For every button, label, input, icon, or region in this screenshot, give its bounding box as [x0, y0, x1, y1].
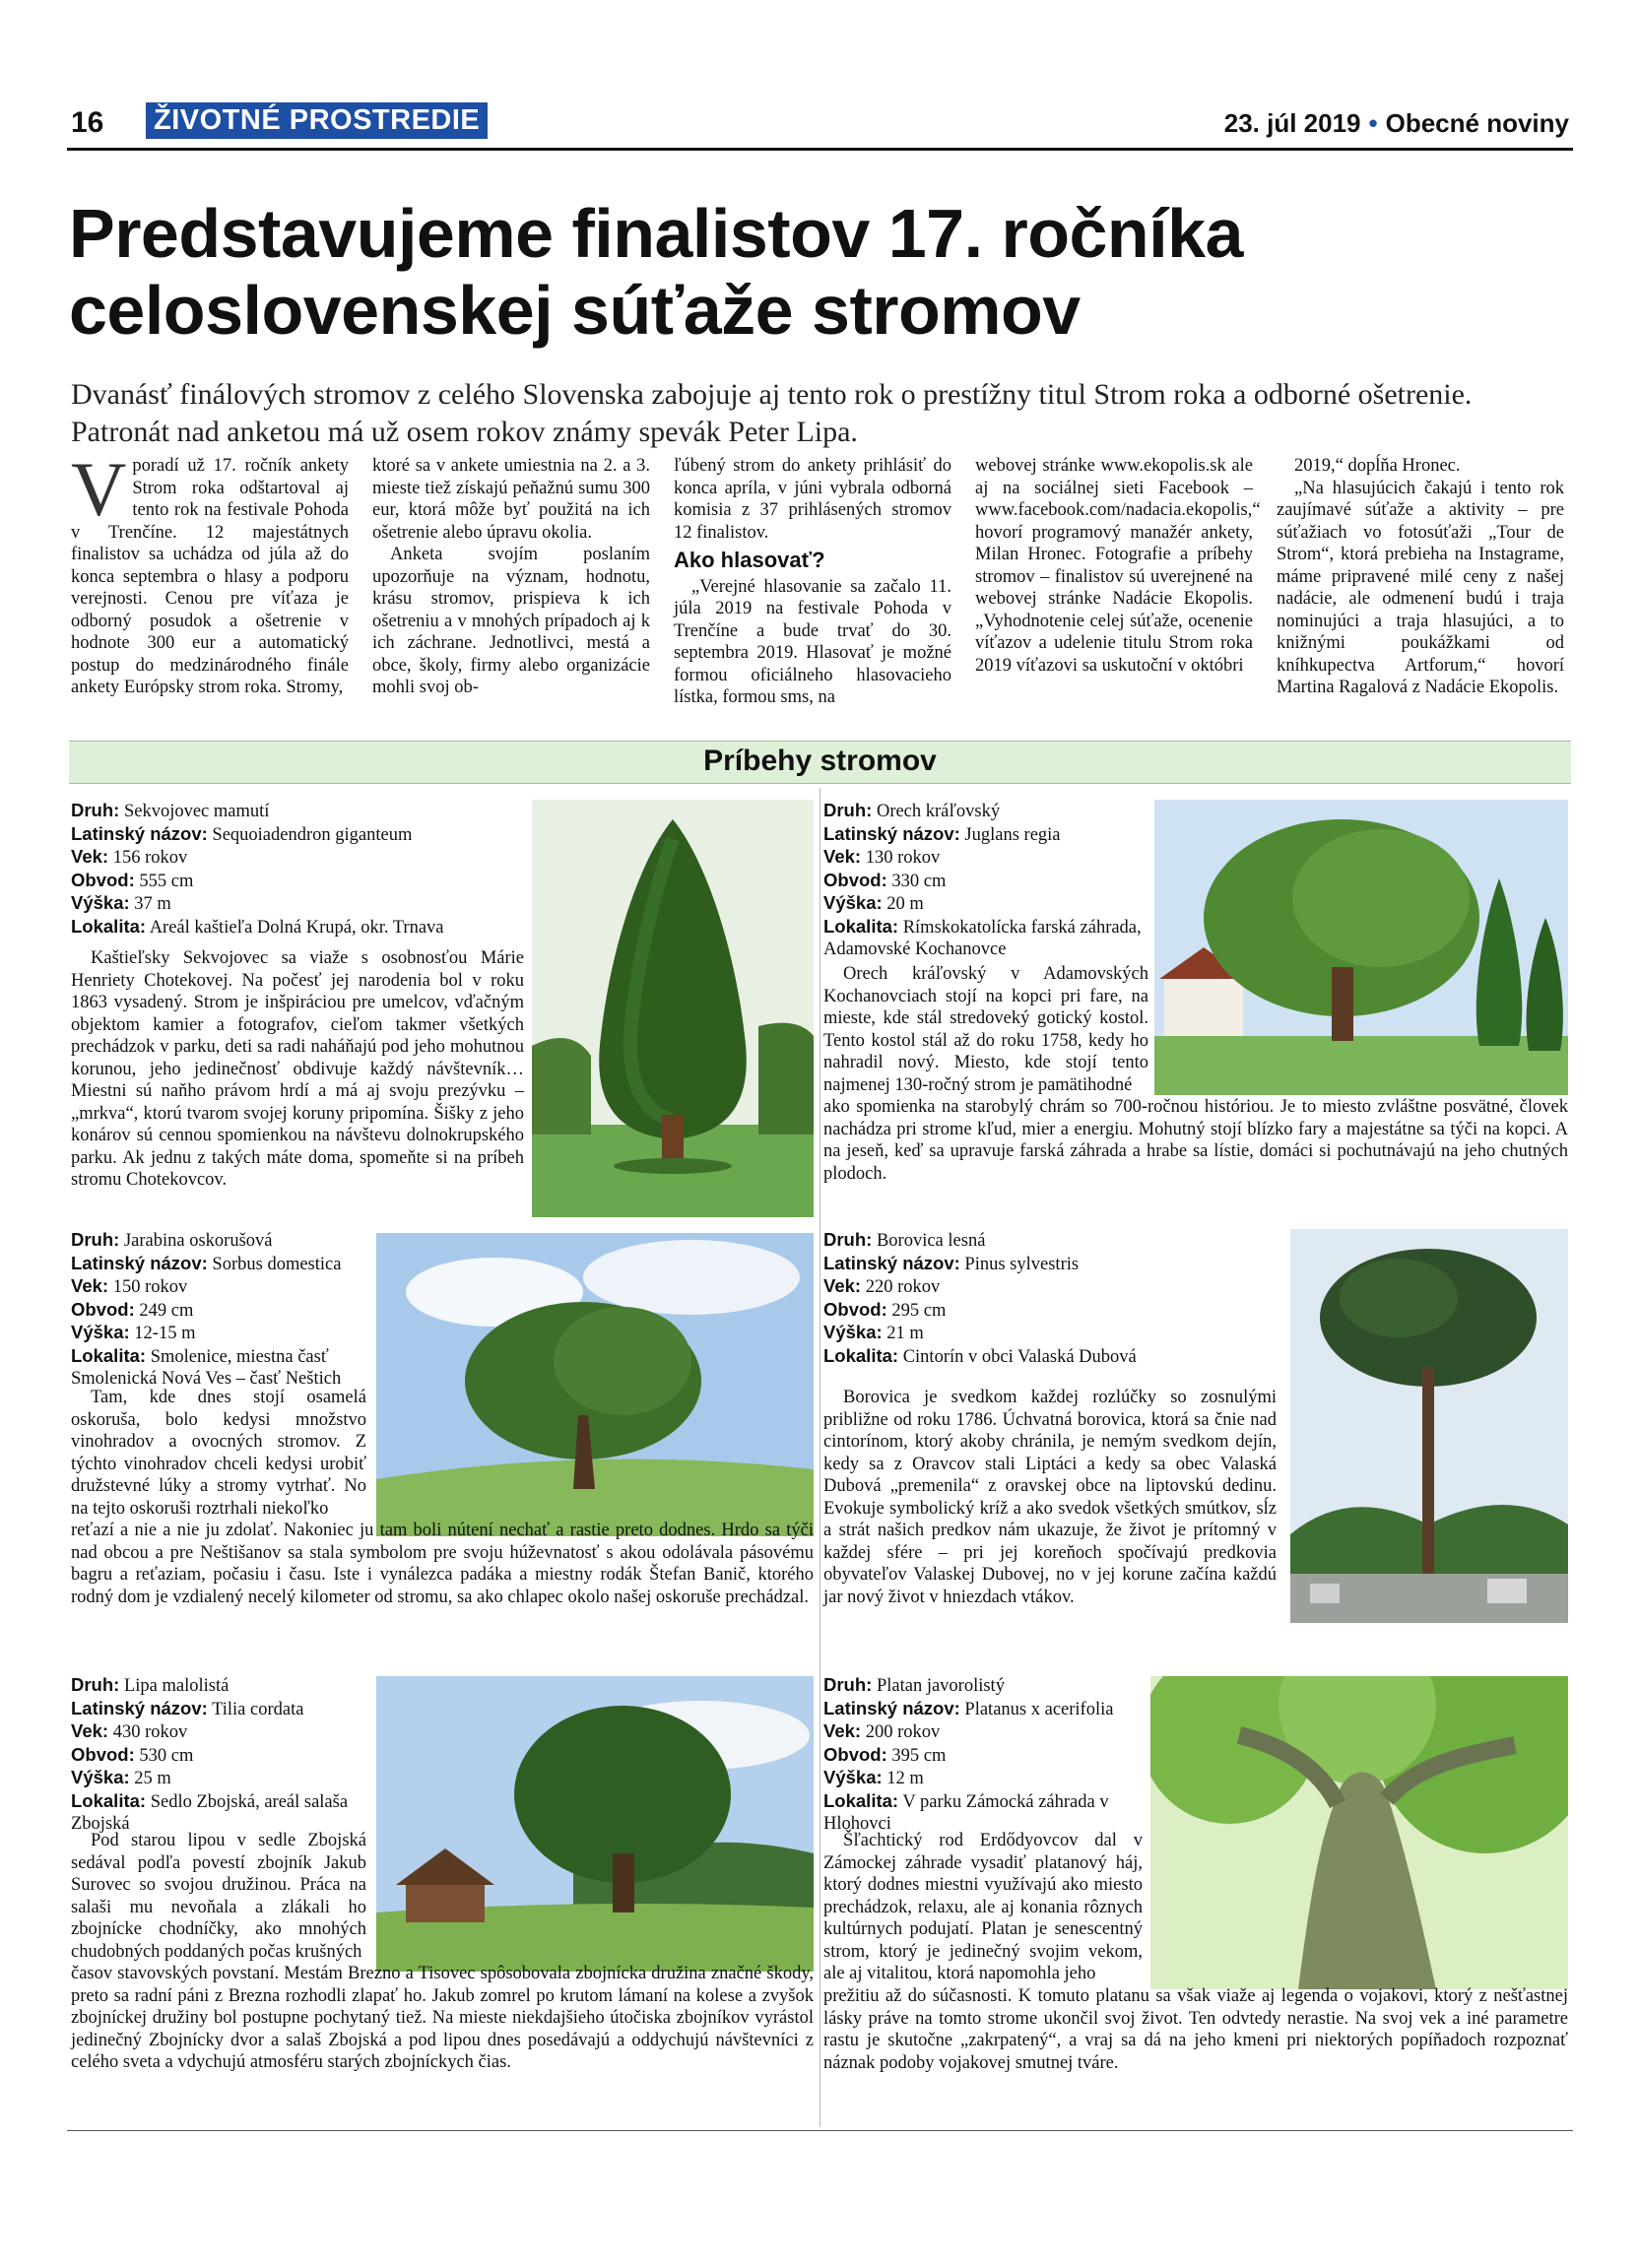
drop-cap: V: [71, 446, 127, 532]
page-number: 16: [71, 106, 104, 139]
stories-title: Príbehy stromov: [703, 745, 937, 777]
headline: Predstavujeme finalistov 17. ročníka celoslovenskej súťaže stromov: [69, 195, 1243, 349]
tree-6-story: Šľachtický rod Erdődyovcov dal v Zámockej záhrade vysadiť platanový háj, ktorý dodnes miestni využívajú ako miesto prechádzok, relaxu, ale aj konania rôznych kultúrnych podujatí. Platan je senescentný strom, ktorý je jedinečný svojim vekom, ale aj vitalitou, ktorá napomohla jeho: [823, 1831, 1143, 1983]
walnut-photo: [1154, 800, 1568, 1095]
article-column-3: ľúbený strom do ankety prihlásiť do konca apríla, v júni vybrala odborná komisia z 37 prihlásených stromov 12 finalistov. Ako hlasovať? „Verejné hlasovanie sa začalo 11. júla 2019 na festivale Pohoda v Trenčíne a bude trvať do 30. septembra 2019. Hlasovať je možné formou oficiálneho hlasovacieho lístka, formou sms, na: [674, 456, 951, 707]
tree-5-story-continued: časov stavovských povstaní. Mestám Brezno a Tisovec spôsobovala zbojnícka družina značné škody, preto sa radní páni z Brezna rozhodli zlapať ho. Jakub zomrel po krutom lámaní na kolese a zvyšok zbojníckej družiny bol postupne pochytaný tiež. Na mieste niekdajšieho útočiska zbojníkov vyrástol jedinečný Zbojnícky dvor a salaš Zbojská a pod lipou dnes posedávajú a oddychujú návštevníci z celého sveta a vdychujú atmosféru starých zbojníckych čias.: [71, 1964, 814, 2072]
tree-3-story: Tam, kde dnes stojí osamelá oskoruša, bolo kedysi množstvo vinohradov a ovocných stromov. Z týchto vinohradov chceli kedysi urobiť družstevné lúky a stromy vytrhať. No na tejto oskoruši roztrhali niekoľko: [71, 1388, 366, 1519]
tree-2-story: Orech kráľovský v Adamovských Kochanovciach stojí na kopci pri fare, na mieste, kde stál stredoveký gotický kostol. Tento kostol stál až do roku 1758, kedy ho nahradil nový. Miesto, kde stojí tento najmenej 130-ročný strom je pamätihodné: [823, 964, 1148, 1095]
subheading-voting: Ako hlasovať?: [674, 548, 825, 572]
section-label: ŽIVOTNÉ PROSTREDIE: [146, 102, 488, 139]
sequoia-photo: [532, 800, 814, 1217]
lead-paragraph: Dvanásť finálových stromov z celého Slovenska zabojuje aj tento rok o prestížny titul Strom roka a odborné ošetrenie. Patronát nad anketou má už osem rokov známy spevák Peter Lipa.: [71, 378, 1473, 448]
plane-tree-photo: [1150, 1676, 1568, 1989]
article-column-2: ktoré sa v ankete umiestnia na 2. a 3. mieste tiež získajú peňažnú sumu 300 eur, ktorá môže byť použitá na ich ošetrenie alebo úpravu okolia. Anketa svojím poslaním upozorňuje na význam, hodnotu, krásu stromov, prispieva k ich ošetreniu a v mnohých prípadoch aj k ich záchrane. Jednotlivci, mestá a obce, školy, firmy alebo organizácie mohli svoj ob-: [372, 456, 650, 697]
tree-1-specs: Druh: Sekvojovec mamutí Latinský názov: Sequoiadendron giganteum Vek: 156 rokov Obvod: 555 cm Výška: 37 m Lokalita: Areál kaštieľa Dolná Krupá, okr. Trnava: [71, 800, 444, 938]
tree-3-story-continued: reťazí a nie a nie ju zdolať. Nakoniec ju tam boli nútení nechať a rastie preto dodnes. Hrdo sa týči nad obcou a pre Neštišanov sa stala symbolom pre svoju húževnatosť s akou odolávala pásovému bagru a reťaziam, počasiu i času. Iste i vynálezca padáka a miestny rodák Štefan Banič, ktorého rodný dom je vzdialený necelý kilometer od stromu, sa ako chlapec okolo našej oskoruše prechádzal.: [71, 1521, 814, 1607]
rowan-photo: [376, 1233, 814, 1536]
header-rule: [67, 148, 1573, 151]
pine-photo: [1290, 1229, 1568, 1623]
tree-1-story: Kaštieľsky Sekvojovec sa viaže s osobnosťou Márie Henriety Chotekovej. Na počesť jej narodenia bol v roku 1863 vysadený. Strom je inšpiráciou pre umelcov, vďačným objektom kamier a fotografov, cieľom takmer všetkých prechádzok v parku, deti sa radi naháňajú pod jeho mohutnou korunou, jeho jedinečnosť obdivuje každý návštevník… Miestni sú naňho právom hrdí a má aj svoju prezývku – „mrkva“, ktorú tvarom svojej koruny pripomína. Šišky z jeho konárov sú cennou spomienkou na návštevu dolnokrupského parku. Ak jednu z takých máte doma, spomeňte si na príbeh stromu Chotekovcov.: [71, 948, 524, 1190]
tree-4-specs: Druh: Borovica lesná Latinský názov: Pinus sylvestris Vek: 220 rokov Obvod: 295 cm Výška: 21 m Lokalita: Cintorín v obci Valaská Dubová: [823, 1229, 1137, 1367]
footer-rule: [67, 2130, 1573, 2131]
article-column-5: 2019,“ dopĺňa Hronec. „Na hlasujúcich čakajú i tento rok zaujímavé súťaže a aktivity – pre súťažiach vo fotosúťaži „Tour de Strom“, ktorá prebieha na Instagrame, máme pripravené milé ceny z našej nadácie, ale odmenení budú i traja nominujúci a traja hlasujúci, a to knižnými poukážkami od kníhkupectva Artforum,“ hovorí Martina Ragalová z Nadácie Ekopolis.: [1277, 456, 1564, 697]
tree-6-specs: Druh: Platan javorolistý Latinský názov: Platanus x acerifolia Vek: 200 rokov Obvod: 395 cm Výška: 12 m Lokalita: V parku Zámocká záhrada v Hlohovci: [823, 1674, 1114, 1834]
tree-4-story: Borovica je svedkom každej rozlúčky so zosnulými približne od roku 1786. Úchvatná borovica, ktorá sa čnie nad cintorínom, ktorý akoby chránila, je nemým svedkom dejín, kedy sa z Oravcov stali Liptáci a kedy sa obec Valaská Dubová „premenila“ z oravskej obce na liptovskú dedinu. Evokuje symbolický kríž a ako svedok všetkých smútkov, sĺz a strát našich predkov nám ukazuje, že život je prítomný v každej sfére – pri jej koreňoch spočívajú predkovia obyvateľov Valaskej Dubovej, no v jej korune začína každú jar nový život v hniezdach vtákov.: [823, 1388, 1277, 1607]
article-column-1: Vporadí už 17. ročník ankety Strom roka odštartoval aj tento rok na festivale Pohoda v Trenčíne. 12 majestátnych finalistov sa uchádza od júla až do konca septembra o hlasy a podporu verejnosti. Cenou pre víťaza je odborný posudok a ošetrenie v hodnote 300 eur a automatický postup do medzinárodného finále ankety Európsky strom roka. Stromy,: [71, 446, 349, 697]
tree-5-story: Pod starou lipou v sedle Zbojská sedával podľa povestí zbojník Jakub Surovec so svojou družinou. Práca na salaši mu nevoňala a zlákali ho zbojnícke chodníčky, ako mnohých chudobných poddaných počas krušných: [71, 1831, 366, 1962]
tree-5-specs: Druh: Lipa malolistá Latinský názov: Tilia cordata Vek: 430 rokov Obvod: 530 cm Výška: 25 m Lokalita: Sedlo Zbojská, areál salaša Zbojská: [71, 1674, 349, 1834]
tree-2-story-continued: ako spomienka na starobylý chrám so 700-ročnou históriou. Je to miesto zvláštne posvätné, človek nachádza pri strome kľud, mier a energiu. Mohutný stojí blízko fary a majestátne sa týči na kopci. A na jeseň, keď sa upravuje farská záhrada a hrabe sa lístie, domáci si pochutnávajú na jeho chutných plodoch.: [823, 1097, 1568, 1184]
article-column-4: webovej stránke www.ekopolis.sk ale aj na sociálnej sieti Facebook – www.facebook.com/nadacia.ekopolis,“ hovorí programový manažér ankety, Milan Hronec. Fotografie a príbehy stromov – finalistov sú uverejnené na webovej stránke Nadácie Ekopolis. „Vyhodnotenie celej súťaže, ocenenie víťazov a udelenie titulu Strom roka 2019 víťazovi sa uskutoční v októbri: [975, 456, 1261, 676]
tree-3-specs: Druh: Jarabina oskorušová Latinský názov: Sorbus domestica Vek: 150 rokov Obvod: 249 cm Výška: 12-15 m Lokalita: Smolenice, miestna časť Smolenická Nová Ves – časť Neštich: [71, 1229, 342, 1389]
tree-6-story-continued: prežitiu až do súčasnosti. K tomuto platanu sa však viaže aj legenda o vojakovi, ktorý z nešťastnej lásky práve na tomto strome ukončil svoj život. Ten odvtedy nerastie. Na svoj vek a iné parametre rastu je skutočne „zakrpatený“, a vraj sa dá na jeho kmeni pri niektorých popíňadoch rozpoznať náznak podoby vojakovej smutnej tváre.: [823, 1986, 1568, 2073]
linden-photo: [376, 1676, 814, 1972]
tree-2-specs: Druh: Orech kráľovský Latinský názov: Juglans regia Vek: 130 rokov Obvod: 330 cm Výška: 20 m Lokalita: Rímskokatolícka farská záhrada, Adamovské Kochanovce: [823, 800, 1142, 959]
issue-date: 23. júl 2019 • Obecné noviny: [1223, 108, 1569, 138]
